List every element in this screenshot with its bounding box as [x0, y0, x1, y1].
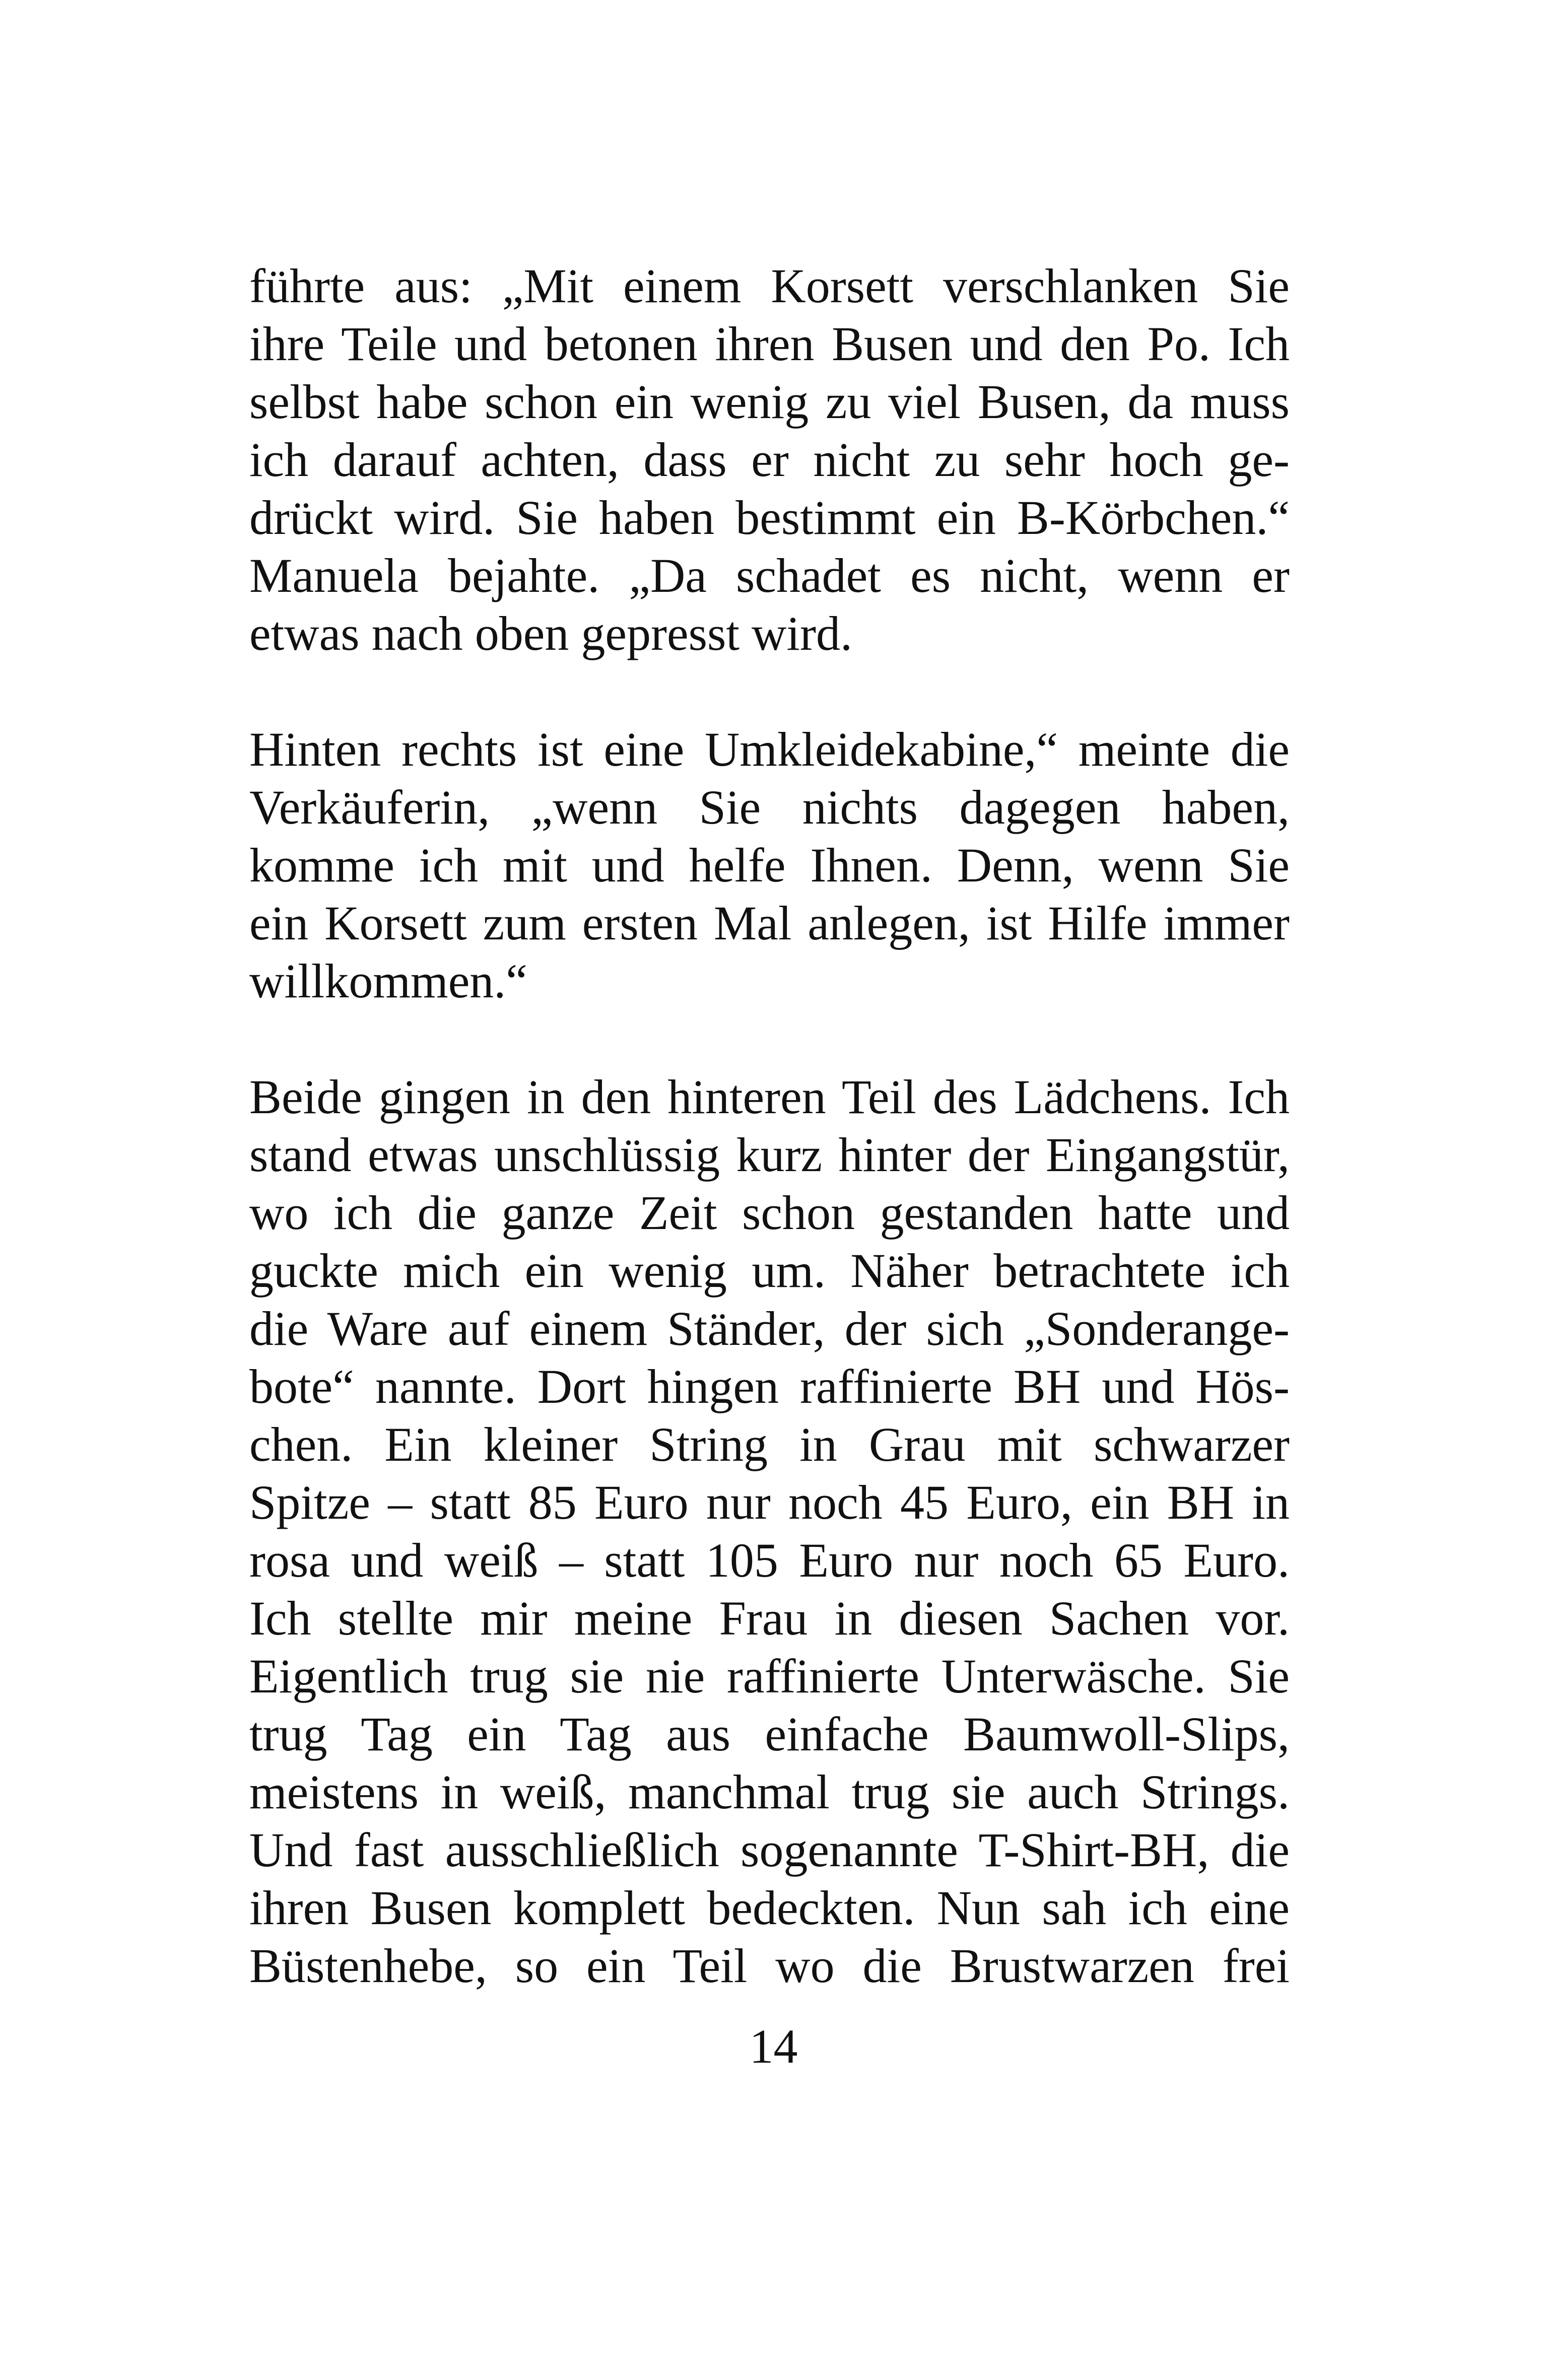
text-line: drückt wird. Sie haben bestimmt ein B-Körbchen.“: [249, 491, 1290, 545]
text-line: ein Korsett zum ersten Mal anlegen, ist Hilfe immer: [249, 896, 1290, 950]
text-line: ihren Busen komplett bedeckten. Nun sah ich eine: [249, 1881, 1290, 1935]
text-line: Manuela bejahte. „Da schadet es nicht, wenn er: [249, 549, 1290, 602]
text-line: Beide gingen in den hinteren Teil des Lädchens. Ich: [249, 1070, 1290, 1124]
text-line: Spitze – statt 85 Euro nur noch 45 Euro, ein BH in: [249, 1475, 1290, 1529]
text-line: rosa und weiß – statt 105 Euro nur noch 65 Euro.: [249, 1533, 1290, 1587]
text-line: wo ich die ganze Zeit schon gestanden hatte und: [249, 1186, 1290, 1240]
text-line: Und fast ausschließlich sogenannte T-Shirt-BH, die: [249, 1823, 1290, 1877]
text-line: willkommen.“: [249, 954, 527, 1008]
text-line: Büstenhebe, so ein Teil wo die Brustwarzen frei: [249, 1939, 1290, 1993]
text-line: komme ich mit und helfe Ihnen. Denn, wenn Sie: [249, 838, 1290, 892]
text-line: Ich stellte mir meine Frau in diesen Sachen vor.: [249, 1591, 1290, 1645]
paragraph-3: [249, 1068, 1290, 1995]
text-line: ich darauf achten, dass er nicht zu sehr hoch ge-: [249, 433, 1290, 487]
text-line: Verkäuferin, „wenn Sie nichts dagegen haben,: [249, 780, 1290, 834]
text-line: selbst habe schon ein wenig zu viel Busen, da muss: [249, 375, 1290, 429]
text-line: chen. Ein kleiner String in Grau mit schwarzer: [249, 1417, 1290, 1471]
text-line: Eigentlich trug sie nie raffinierte Unterwäsche. Sie: [249, 1649, 1290, 1703]
page-number: 14: [749, 2019, 798, 2073]
text-line: ihre Teile und betonen ihren Busen und den Po. Ich: [249, 317, 1290, 371]
text-line: Hinten rechts ist eine Umkleidekabine,“ meinte die: [249, 722, 1290, 776]
text-line: bote“ nannte. Dort hingen raffinierte BH und Hös-: [249, 1359, 1290, 1413]
text-line: etwas nach oben gepresst wird.: [249, 606, 852, 660]
paragraph-1: [249, 257, 1290, 662]
text-line: führte aus: „Mit einem Korsett verschlanken Sie: [249, 259, 1290, 313]
text-line: guckte mich ein wenig um. Näher betrachtete ich: [249, 1244, 1290, 1298]
paragraph-2: [249, 720, 1290, 1010]
text-line: die Ware auf einem Ständer, der sich „Sonderange-: [249, 1302, 1290, 1355]
text-line: trug Tag ein Tag aus einfache Baumwoll-Slips,: [249, 1707, 1290, 1761]
text-line: meistens in weiß, manchmal trug sie auch Strings.: [249, 1765, 1290, 1819]
text-line: stand etwas unschlüssig kurz hinter der Eingangstür,: [249, 1128, 1290, 1182]
